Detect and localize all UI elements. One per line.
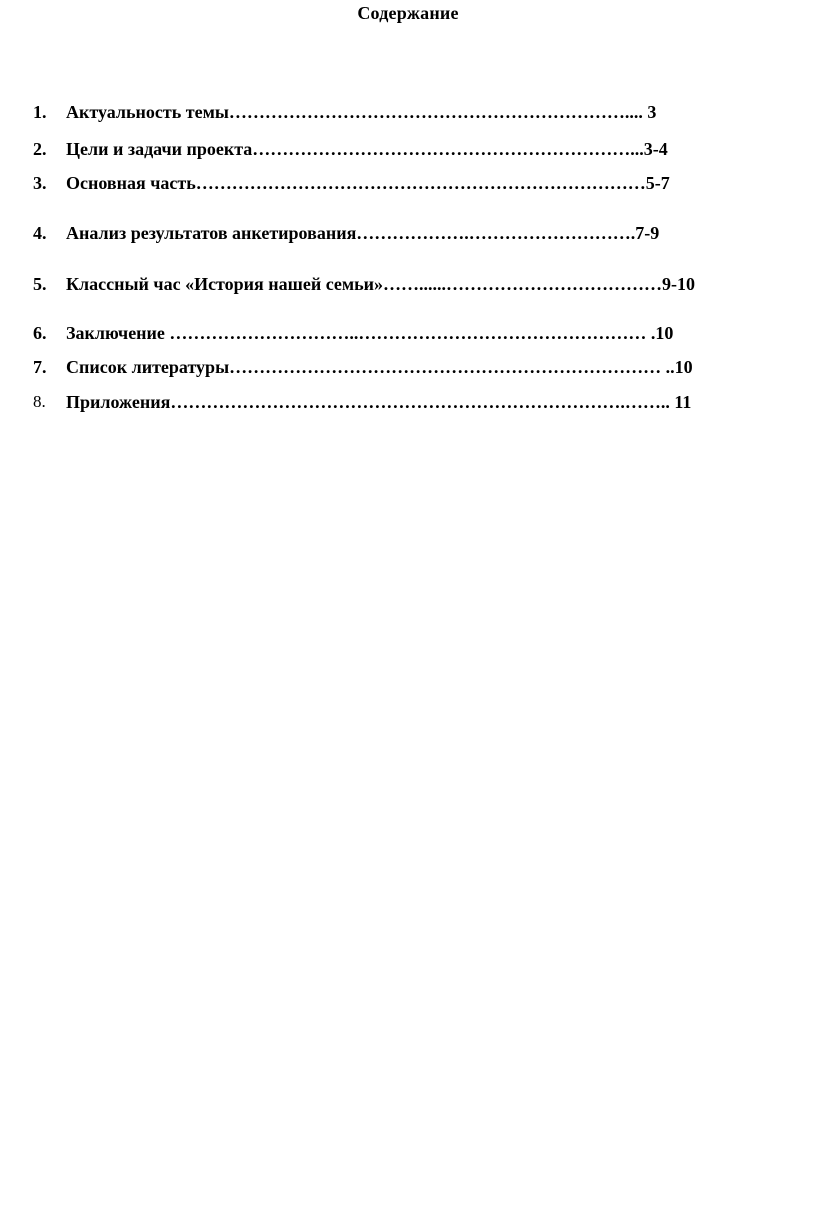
toc-entry-number: 5.	[33, 274, 47, 294]
toc-entry-number: 8.	[33, 392, 46, 411]
toc-entry-text: Заключение …………………………..………………………………………… .10	[66, 323, 674, 343]
toc-entry-text: Основная часть…………………………………………………………………5-7	[66, 173, 670, 193]
page-title: Содержание	[357, 3, 459, 23]
toc-entry-text: Список литературы……………………………………………………………… ..10	[66, 357, 693, 377]
toc-entry-number: 1.	[33, 102, 47, 122]
toc-entry-number: 4.	[33, 223, 47, 243]
toc-entry-number: 2.	[33, 139, 47, 159]
toc-entry-text: Актуальность темы………………………………………………………….... 3	[66, 102, 657, 122]
toc-entry-text: Классный час «История нашей семьи»……......………………………………9-10	[66, 274, 696, 294]
toc-entry-text: Цели и задачи проекта………………………………………………………...3-4	[66, 139, 668, 159]
toc-entry-text: Приложения………………………………………………………………….…….. 11	[66, 392, 692, 412]
toc-entry-number: 3.	[33, 173, 47, 193]
toc-entry-number: 6.	[33, 323, 47, 343]
toc-entry-number: 7.	[33, 357, 47, 377]
toc-entry-text: Анализ результатов анкетирования……………….……………………….7-9	[66, 223, 660, 243]
